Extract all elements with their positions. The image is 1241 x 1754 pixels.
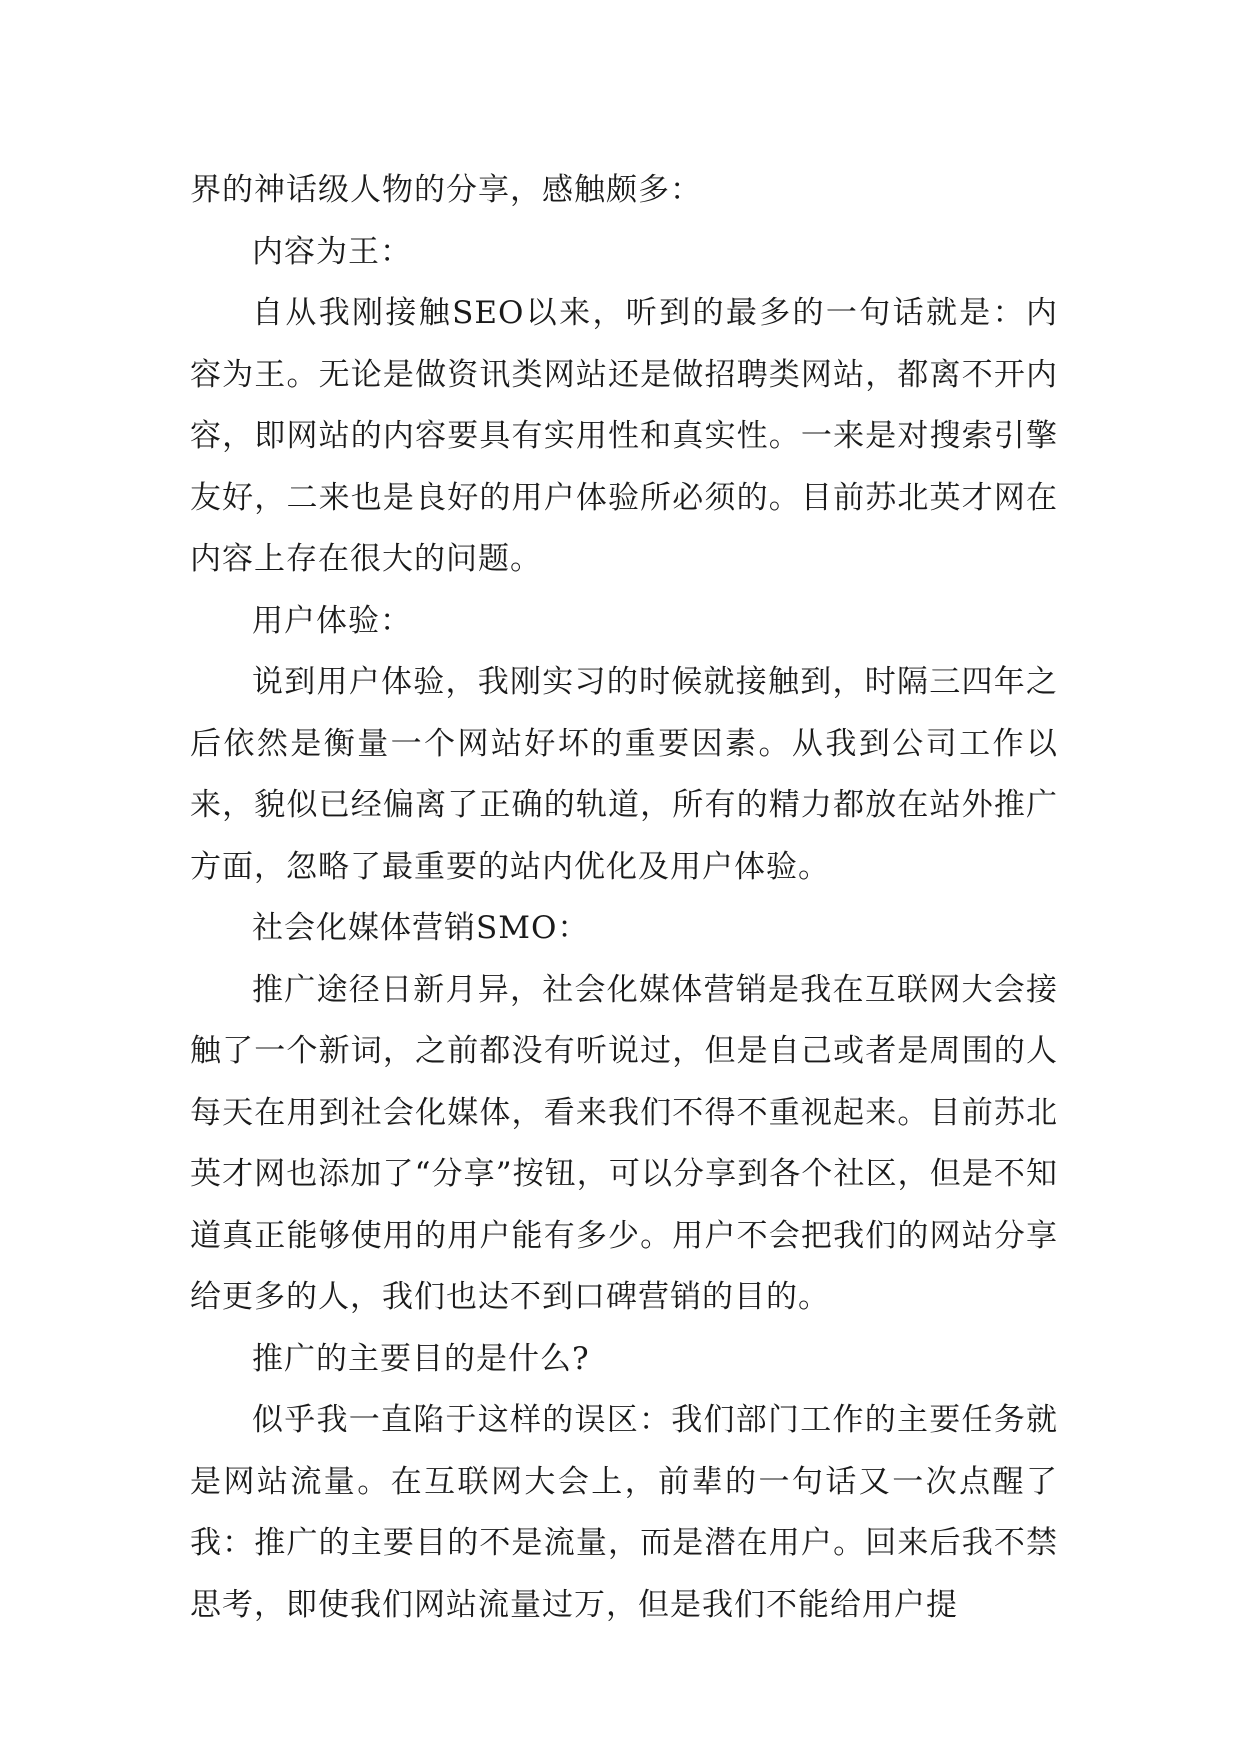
document-body: [190, 160, 1058, 1636]
paragraph-user-experience: 说到用户体验，我刚实习的时候就接触到，时隔三四年之后依然是衡量一个网站好坏的重要因素。从我到公司工作以来，貌似已经偏离了正确的轨道，所有的精力都放在站外推广方面，忽略了最重要的站内优化及用户体验。: [190, 664, 1058, 885]
paragraph-intro-continuation: 界的神话级人物的分享，感触颇多：: [190, 172, 702, 208]
heading-smo: 社会化媒体营销SMO：: [252, 910, 590, 946]
heading-user-experience: 用户体验：: [252, 602, 412, 639]
heading-content-is-king: 内容为王：: [252, 233, 412, 270]
paragraph-smo: 推广途径日新月异，社会化媒体营销是我在互联网大会接触了一个新词，之前都没有听说过，但是自己或者是周围的人每天在用到社会化媒体，看来我们不得不重视起来。目前苏北英才网也添加了“分享”按钮，可以分享到各个社区，但是不知道真正能够使用的用户能有多少。用户不会把我们的网站分享给更多的人，我们也达不到口碑营销的目的。: [190, 971, 1058, 1315]
paragraph-content-is-king: 自从我刚接触SEO以来，听到的最多的一句话就是：内容为王。无论是做资讯类网站还是做招聘类网站，都离不开内容，即网站的内容要具有实用性和真实性。一来是对搜索引擎友好，二来也是良好的用户体验所必须的。目前苏北英才网在内容上存在很大的问题。: [190, 295, 1058, 577]
paragraph-promotion-goal: 似乎我一直陷于这样的误区：我们部门工作的主要任务就是网站流量。在互联网大会上，前辈的一句话又一次点醒了我：推广的主要目的不是流量，而是潜在用户。回来后我不禁思考，即使我们网站流量过万，但是我们不能给用户提: [190, 1402, 1058, 1623]
heading-promotion-goal: 推广的主要目的是什么?: [252, 1340, 590, 1377]
